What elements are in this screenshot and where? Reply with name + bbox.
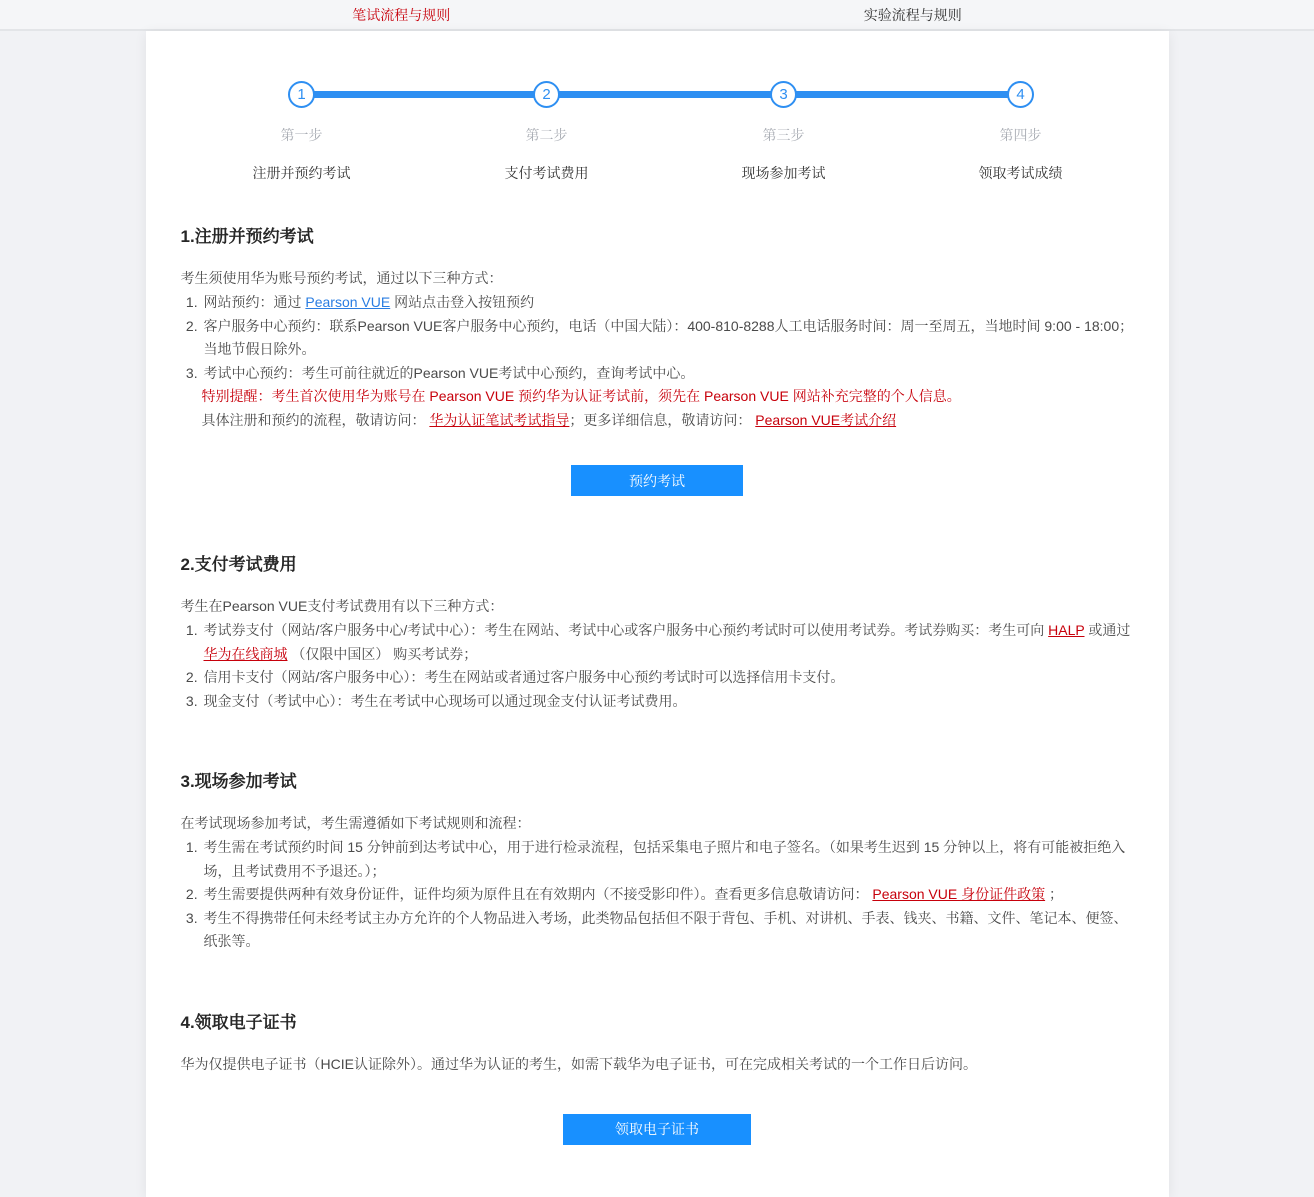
reserve-exam-button[interactable]: 预约考试 [571,465,743,496]
inline-text: 网站预约：通过 [203,294,306,310]
inline-text: ； [1045,886,1063,902]
step-4-title: 领取考试成绩 [978,165,1063,181]
inline-link[interactable]: HALP [1048,622,1085,638]
section-2-heading: 2.支付考试费用 [180,555,297,574]
list-item [202,836,1134,883]
step-1-circle: 1 [288,81,315,108]
inline-text: 考试券支付（网站/客户服务中心/考试中心）：考生在网站、考试中心或客户服务中心预约考试时可以使用考试券。考试券购买：考生可向 [203,622,1049,638]
inline-link[interactable]: 华为在线商城 [203,645,288,662]
section-pay-exam-fee [181,550,1134,713]
step-3-circle: 3 [770,81,797,108]
guide-links-note [202,409,1134,433]
step-3-title: 现场参加考试 [741,165,826,181]
get-e-certificate-button[interactable]: 领取电子证书 [563,1114,751,1145]
inline-link[interactable]: Pearson VUE 身份证件政策 [872,886,1046,902]
list-item [202,362,1134,386]
step-1-sublabel: 第一步 [280,127,323,143]
list-item [202,666,1134,690]
step-1-title: 注册并预约考试 [252,165,351,181]
list-item [202,690,1134,714]
stepper-track-line [302,91,1021,98]
step-2-title: 支付考试费用 [504,165,589,181]
step-4-sublabel: 第四步 [999,127,1042,143]
tab-lab-exam-process[interactable]: 实验流程与规则 [863,6,962,23]
section-3-intro: 在考试现场参加考试，考生需遵循如下考试规则和流程： [180,815,531,831]
step-4-circle: 4 [1007,81,1034,108]
exam-steps-stepper [146,31,1169,181]
section-4-intro: 华为仅提供电子证书（HCIE认证除外）。通过华为认证的考生，如需下载华为电子证书，可在完成相关考试的一个工作日后访问。 [180,1055,977,1072]
special-reminder-note [202,385,1134,409]
stepper-step-3 [704,81,864,183]
stepper-step-2 [467,81,627,183]
inline-link[interactable]: Pearson VUE [305,294,391,310]
inline-text: 考试中心预约：考生可前往就近的Pearson VUE考试中心预约，查询考试中心。 [203,364,695,381]
inline-text: 特别提醒：考生首次使用华为账号在 Pearson VUE 预约华为认证考试前，须先在 Pearson VUE 网站补充完整的个人信息。 [201,388,961,404]
tab-written-exam-process[interactable]: 笔试流程与规则 [352,6,451,23]
inline-link[interactable]: 华为认证笔试考试指导 [429,411,570,428]
list-item [202,291,1134,315]
stepper-step-4 [941,81,1101,183]
section-register-and-reserve [181,222,1134,496]
list-item [202,883,1134,907]
inline-text: 信用卡支付（网站/客户服务中心）：考生在网站或者通过客户服务中心预约考试时可以选择信用卡支付。 [203,669,845,685]
tab-bar-inner [146,0,1169,29]
stepper-step-1 [222,81,382,183]
inline-text: 网站点击登入按钮预约 [390,294,535,310]
section-1-list [181,291,1134,385]
section-1-intro: 考生须使用华为账号预约考试，通过以下三种方式： [180,270,503,286]
section-3-list [181,836,1134,954]
inline-text: 客户服务中心预约：联系Pearson VUE客户服务中心预约，电话（中国大陆）：400-810-8288人工电话服务时间：周一至周五，当地时间 9:00 - 18:00；当地节假日除外。 [203,317,1134,357]
list-item [202,619,1134,666]
section-get-e-certificate [181,1008,1134,1145]
list-item [202,315,1134,362]
step-2-sublabel: 第二步 [525,127,568,143]
section-attend-exam-onsite [181,767,1134,954]
inline-text: 或通过 [1084,622,1131,638]
inline-link[interactable]: Pearson VUE考试介绍 [755,411,897,428]
inline-text: 考生不得携带任何未经考试主办方允许的个人物品进入考场，此类物品包括但不限于背包、手机、对讲机、手表、钱夹、书籍、文件、笔记本、便签、纸张等。 [203,909,1128,949]
inline-text: （仅限中国区） 购买考试券； [287,645,478,662]
inline-text: 考生需在考试预约时间 15 分钟前到达考试中心，用于进行检录流程，包括采集电子照片和电子签名。（如果考生迟到 15 分钟以上，将有可能被拒绝入场，且考试费用不予退还。）； [203,839,1126,879]
section-1-heading: 1.注册并预约考试 [180,227,314,246]
card-content [146,222,1169,1145]
inline-text: 具体注册和预约的流程，敬请访问： [201,411,430,428]
inline-text: ；更多详细信息，敬请访问： [569,411,756,428]
section-2-list [181,619,1134,713]
section-4-heading: 4.领取电子证书 [180,1012,297,1032]
section-3-heading: 3.现场参加考试 [180,772,297,791]
inline-text: 考生需要提供两种有效身份证件，证件均须为原件且在有效期内（不接受影印件）。查看更多信息敬请访问： [203,886,873,902]
step-2-circle: 2 [533,81,560,108]
inline-text: 现金支付（考试中心）：考生在考试中心现场可以通过现金支付认证考试费用。 [203,692,687,709]
list-item [202,907,1134,954]
section-2-intro: 考生在Pearson VUE支付考试费用有以下三种方式： [180,598,504,614]
step-3-sublabel: 第三步 [762,127,805,143]
tab-bar [0,0,1314,31]
main-card [146,31,1169,1197]
